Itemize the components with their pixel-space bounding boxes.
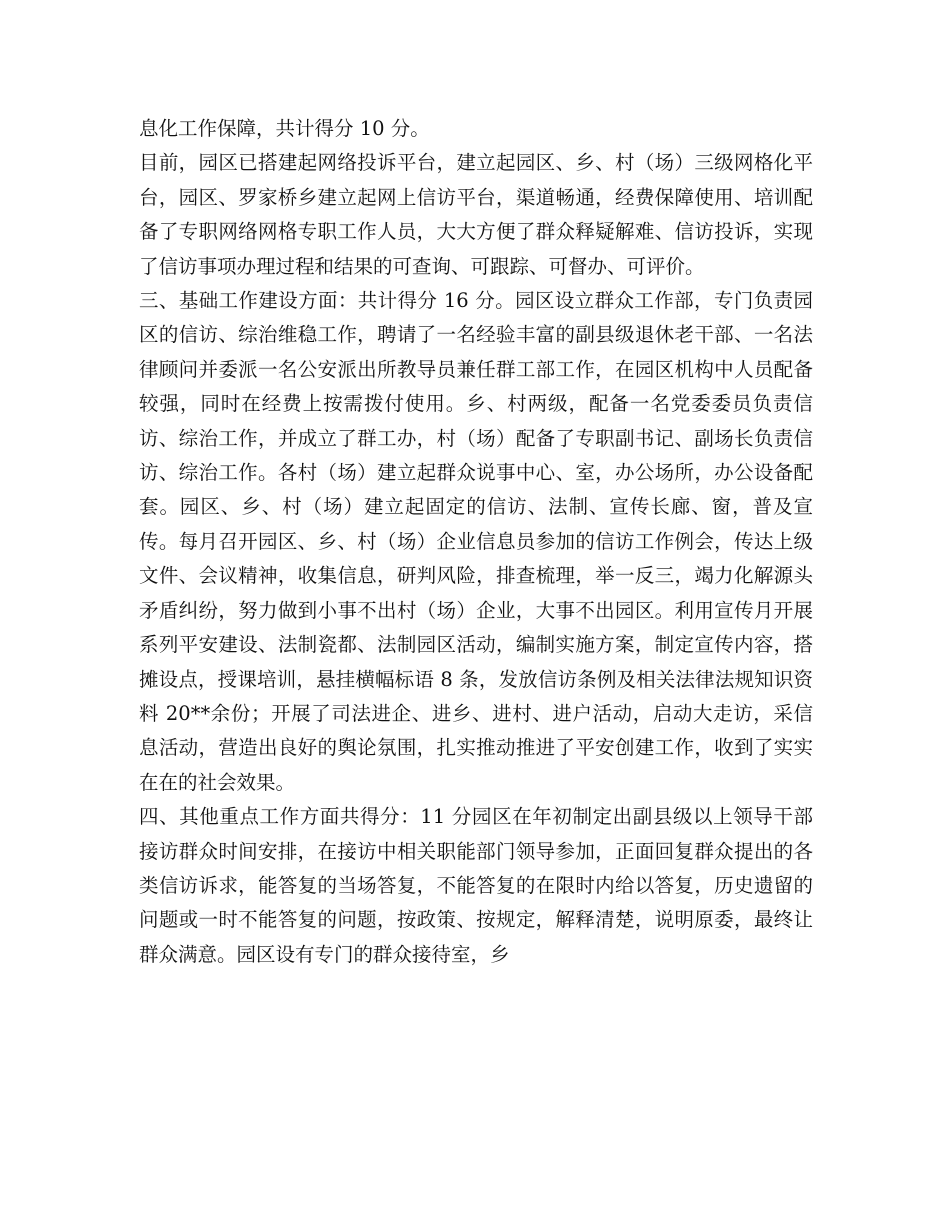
document-body [139,112,813,972]
paragraph-2: 目前，园区已搭建起网络投诉平台，建立起园区、乡、村（场）三级网格化平台，园区、罗家桥乡建立起网上信访平台，渠道畅通，经费保障使用、培训配备了专职网络网格专职工作人员，大大方便了群众释疑解难、信访投诉，实现了信访事项办理过程和结果的可查询、可跟踪、可督办、可评价。 [139,151,813,278]
paragraph-3: 三、基础工作建设方面：共计得分 16 分。园区设立群众工作部，专门负责园区的信访、综治维稳工作，聘请了一名经验丰富的副县级退休老干部、一名法律顾问并委派一名公安派出所教导员兼任群工部工作，在园区机构中人员配备较强，同时在经费上按需拨付使用。乡、村两级，配备一名党委委员负责信访、综治工作，并成立了群工办，村（场）配备了专职副书记、副场长负责信访、综治工作。各村（场）建立起群众说事中心、室，办公场所，办公设备配套。园区、乡、村（场）建立起固定的信访、法制、宣传长廊、窗，普及宣传。每月召开园区、乡、村（场）企业信息员参加的信访工作例会，传达上级文件、会议精神，收集信息，研判风险，排查梳理，举一反三，竭力化解源头矛盾纠纷，努力做到小事不出村（场）企业，大事不出园区。利用宣传月开展系列平安建设、法制瓷都、法制园区活动，编制实施方案，制定宣传内容，搭摊设点，授课培训，悬挂横幅标语 8 条，发放信访条例及相关法律法规知识资料 20**余份；开展了司法进企、进乡、进村、进户活动，启动大走访，采信息活动，营造出良好的舆论氛围，扎实推动推进了平安创建工作，收到了实实在在的社会效果。 [139,289,813,794]
paragraph-4: 四、其他重点工作方面共得分：11 分园区在年初制定出副县级以上领导干部接访群众时间安排，在接访中相关职能部门领导参加，正面回复群众提出的各类信访诉求，能答复的当场答复，不能答复的在限时内给以答复，历史遗留的问题或一时不能答复的问题，按政策、按规定，解释清楚，说明原委，最终让群众满意。园区设有专门的群众接待室，乡 [139,805,813,966]
paragraph-1: 息化工作保障，共计得分 10 分。 [139,117,430,140]
